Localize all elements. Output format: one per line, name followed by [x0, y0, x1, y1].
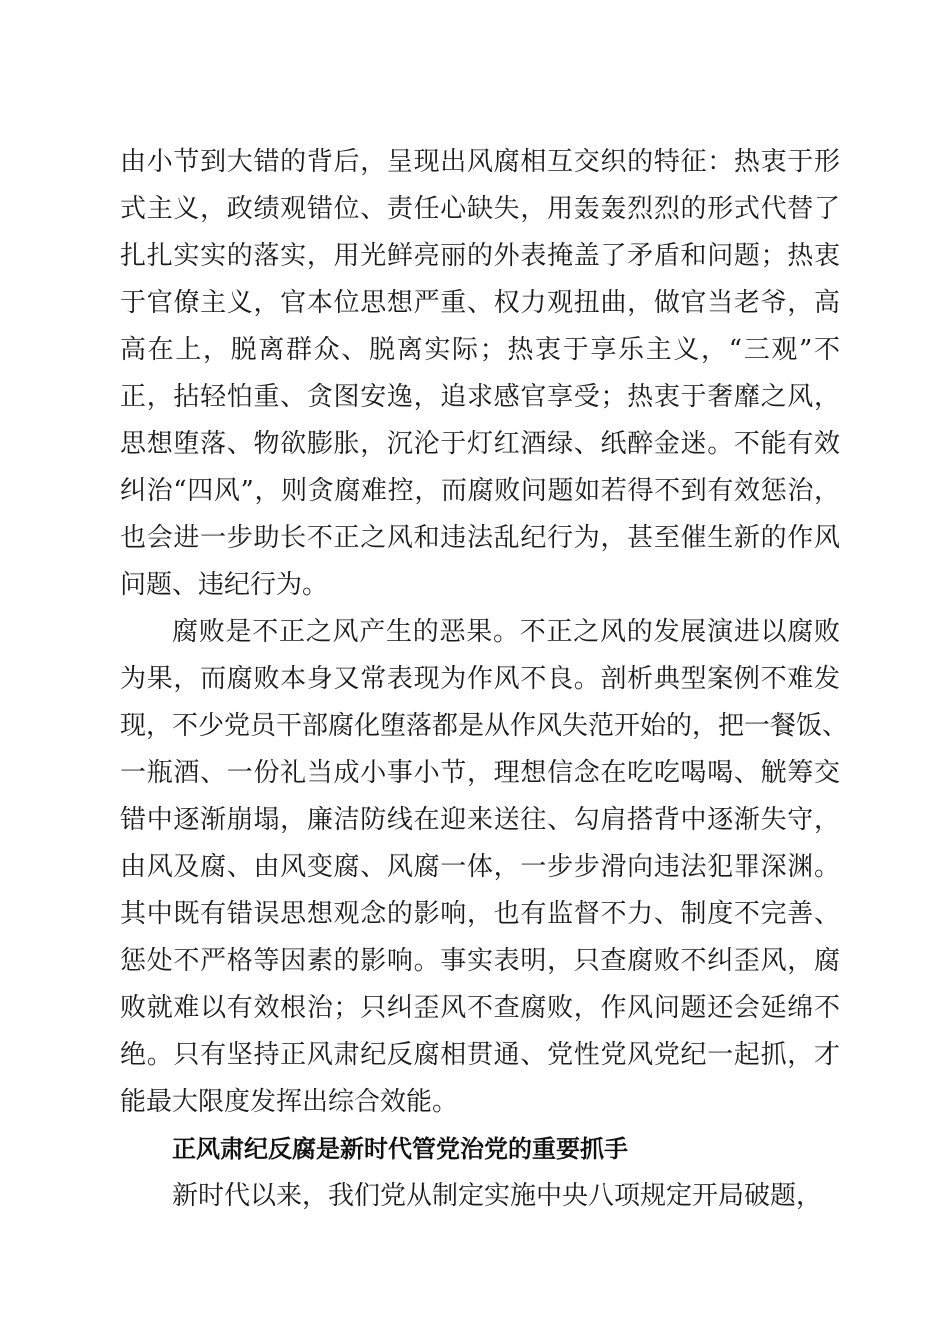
paragraph-2-line-1: 腐败是不正之风产生的恶果。不正之风的发展演进以腐败: [172, 617, 840, 647]
paragraph-1-line-5: 高在上，脱离群众、脱离实际；热衷于享乐主义，“三观”不: [120, 335, 840, 365]
section-heading: 正风肃纪反腐是新时代管党治党的重要抓手: [172, 1135, 628, 1163]
paragraph-2-line-5: 错中逐渐崩塌，廉洁防线在迎来送往、勾肩搭背中逐渐失守，: [120, 805, 840, 835]
paragraph-2-line-11: 能最大限度发挥出综合效能。: [120, 1087, 459, 1117]
paragraph-2-line-6: 由风及腐、由风变腐、风腐一体，一步步滑向违法犯罪深渊。: [120, 852, 840, 882]
paragraph-1-line-10: 问题、违纪行为。: [120, 570, 329, 600]
paragraph-2-line-7: 其中既有错误思想观念的影响，也有监督不力、制度不完善、: [120, 899, 840, 929]
paragraph-1-line-4: 于官僚主义，官本位思想严重、权力观扭曲，做官当老爷，高: [120, 288, 840, 318]
paragraph-1-line-2: 式主义，政绩观错位、责任心缺失，用轰轰烈烈的形式代替了: [120, 194, 840, 224]
paragraph-2-line-10: 绝。只有坚持正风肃纪反腐相贯通、党性党风党纪一起抓，才: [120, 1040, 840, 1070]
paragraph-1-line-8: 纠治“四风”，则贪腐难控，而腐败问题如若得不到有效惩治，: [120, 476, 840, 506]
paragraph-1-line-3: 扎扎实实的落实，用光鲜亮丽的外表掩盖了矛盾和问题；热衷: [120, 241, 840, 271]
paragraph-2-line-3: 现，不少党员干部腐化堕落都是从作风失范开始的，把一餐饭、: [120, 711, 849, 741]
paragraph-2-line-8: 惩处不严格等因素的影响。事实表明，只查腐败不纠歪风，腐: [120, 946, 840, 976]
paragraph-3-line-1: 新时代以来，我们党从制定实施中央八项规定开局破题，: [172, 1181, 823, 1211]
paragraph-1-line-6: 正，拈轻怕重、贪图安逸，追求感官享受；热衷于奢靡之风，: [120, 382, 840, 412]
paragraph-2-line-4: 一瓶酒、一份礼当成小事小节，理想信念在吃吃喝喝、觥筹交: [120, 758, 840, 788]
paragraph-1-line-7: 思想堕落、物欲膨胀，沉沦于灯红酒绿、纸醉金迷。不能有效: [120, 429, 840, 459]
paragraph-2-line-2: 为果，而腐败本身又常表现为作风不良。剖析典型案例不难发: [120, 664, 840, 694]
paragraph-1-line-1: 由小节到大错的背后，呈现出风腐相互交织的特征：热衷于形: [120, 147, 840, 177]
paragraph-1-line-9: 也会进一步助长不正之风和违法乱纪行为，甚至催生新的作风: [120, 523, 840, 553]
paragraph-2-line-9: 败就难以有效根治；只纠歪风不查腐败，作风问题还会延绵不: [120, 993, 840, 1023]
